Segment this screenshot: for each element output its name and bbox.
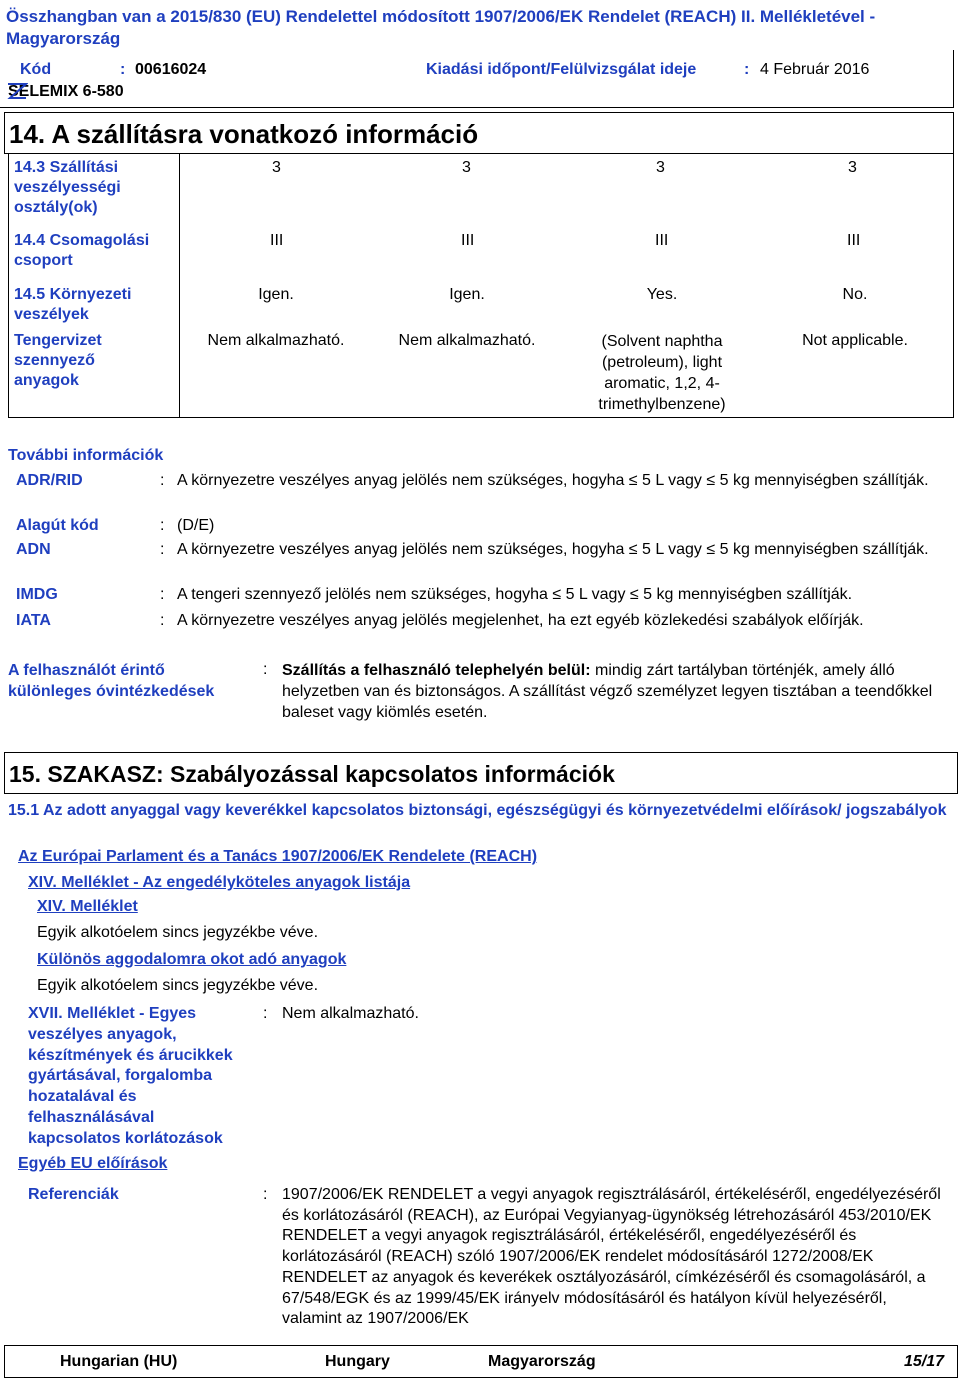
annex-14-list-link: XIV. Melléklet - Az engedélyköteles anyagok listája (28, 874, 411, 891)
row-label-marine-pollutant: Tengervizet szennyező anyagok (14, 332, 102, 389)
section-14-title-box (4, 112, 954, 154)
section-15-1-title: 15.1 Az adott anyaggal vagy keverékkel kapcsolatos biztonsági, egészségügyi és környezetvédelmi előírások/ jogszabályok (8, 802, 947, 819)
revision-mark-icon (6, 80, 28, 100)
table-cell: Nem alkalmazható. (398, 332, 536, 349)
annex-17-sep: : (263, 1005, 268, 1022)
table-cell: Not applicable. (802, 332, 908, 349)
annex-17-label: XVII. Melléklet - Egyes veszélyes anyagok, készítmények és árucikkek gyártásával, forgalomba hozatalával és felhasználásával kapcsolatos korlátozások (28, 1005, 233, 1147)
table-cell: 3 (272, 159, 281, 176)
references-text: 1907/2006/EK RENDELET a vegyi anyagok regisztrálásáról, értékeléséről, engedélyezéséről és korlátozásáról (REACH), az Európai Vegyianyag-ügynökség létrehozásáról 453/2010/EK RENDELET a vegyi anyagok regisztrálásáról, értékeléséről, engedélyezéséről és korlátozásáról (REACH) szóló 1907/2006/EK rendelet módosításáról 1272/2008/EK RENDELET az anyagok és keverékek osztályozásáról, címkézéséről és csomagolásáról, a 67/548/EGK és az 1999/45/EK irányelv módosításáról és hatályon kívül helyezéséről, valamint az 1907/2006/EK (282, 1186, 941, 1328)
table-cell: Igen. (258, 286, 294, 303)
header-right-border (953, 50, 954, 108)
table-cell: III (655, 232, 669, 249)
further-text-imdg: A tengeri szennyező jelölés nem szükséges, hogyha ≤ 5 L vagy ≤ 5 kg mennyiségben szállítják. (177, 586, 853, 603)
further-info-title: További információk (8, 447, 164, 464)
special-precautions-label: A felhasználót érintő különleges óvintézkedések (8, 662, 215, 700)
table-cell: Igen. (449, 286, 485, 303)
further-label-adn: ADN (16, 541, 51, 558)
further-sep: : (160, 517, 165, 534)
table-column-divider (179, 154, 180, 418)
section-14-title: 14. A szállításra vonatkozó információ (9, 119, 479, 149)
further-label-adr: ADR/RID (16, 472, 83, 489)
issue-date-label: Kiadási időpont/Felülvizsgálat ideje (426, 61, 697, 78)
footer-language: Hungarian (HU) (60, 1353, 178, 1370)
table-cell: (Solvent naphtha (petroleum), light aromatic, 1,2, 4-trimethylbenzene) (598, 333, 726, 413)
further-sep: : (160, 472, 165, 489)
footer-country-local: Magyarország (488, 1353, 596, 1370)
special-precautions-bold: Szállítás a felhasználó telephelyén belül: (282, 662, 591, 679)
code-value: 00616024 (135, 61, 207, 78)
other-eu-link: Egyéb EU előírások (18, 1155, 168, 1172)
row-label-hazard-class: 14.3 Szállítási veszélyességi osztály(ok) (14, 159, 121, 216)
further-label-tunnel: Alagút kód (16, 517, 99, 534)
table-cell: Yes. (646, 286, 678, 303)
row-label-env-hazards: 14.5 Környezeti veszélyek (14, 286, 132, 323)
code-label: Kód (20, 61, 52, 78)
further-text-iata: A környezetre veszélyes anyag jelölés megjelenhet, ha ezt egyéb közlekedési szabályok előírják. (177, 612, 864, 629)
table-cell: No. (842, 286, 868, 303)
special-precautions-text (282, 660, 947, 723)
table-cell: Nem alkalmazható. (207, 332, 345, 349)
product-name: SELEMIX 6-580 (8, 83, 124, 100)
footer-page-number: 15/17 (904, 1353, 945, 1370)
special-precautions-body: mindig zárt tartályban történjék, amely álló helyzetben van és biztonságos. A szállítást végző személyzet legyen tisztában a teendőkkel baleset vagy kiömlés esetén. (282, 662, 933, 721)
references-sep: : (263, 1186, 268, 1203)
further-sep: : (160, 541, 165, 558)
header-bottom-border (0, 107, 954, 108)
table-cell: 3 (656, 159, 665, 176)
further-text-adr: A környezetre veszélyes anyag jelölés nem szükséges, hogyha ≤ 5 L vagy ≤ 5 kg mennyiségben szállítják. (177, 472, 929, 489)
further-label-imdg: IMDG (16, 586, 58, 603)
code-separator: : (120, 61, 126, 78)
section-15-title: 15. SZAKASZ: Szabályozással kapcsolatos információk (9, 761, 615, 787)
annex-14-text: Egyik alkotóelem sincs jegyzékbe véve. (37, 924, 319, 941)
issue-date-value: 4 Február 2016 (760, 61, 870, 78)
further-text-adn: A környezetre veszélyes anyag jelölés nem szükséges, hogyha ≤ 5 L vagy ≤ 5 kg mennyiségben szállítják. (177, 541, 929, 558)
further-sep: : (160, 586, 165, 603)
document-title: Összhangban van a 2015/830 (EU) Rendelettel módosított 1907/2006/EK Rendelet (REACH) II. Mellékletével - Magyarország (6, 7, 876, 48)
table-cell: III (461, 232, 475, 249)
table-cell: III (270, 232, 284, 249)
eu-reach-link: Az Európai Parlament és a Tanács 1907/2006/EK Rendelete (REACH) (18, 848, 538, 865)
annex-14-link: XIV. Melléklet (37, 898, 138, 915)
annex-17-value: Nem alkalmazható. (282, 1005, 419, 1022)
further-label-iata: IATA (16, 612, 51, 629)
row-label-packing-group: 14.4 Csomagolási csoport (14, 232, 150, 269)
table-cell: III (847, 232, 861, 249)
special-precautions-sep: : (263, 661, 268, 678)
table-cell: 3 (848, 159, 857, 176)
svhc-link: Különös aggodalomra okot adó anyagok (37, 951, 347, 968)
svhc-text: Egyik alkotóelem sincs jegyzékbe véve. (37, 977, 319, 994)
further-sep: : (160, 612, 165, 629)
section-15-title-box (4, 752, 958, 794)
footer-country: Hungary (325, 1353, 390, 1370)
table-cell: 3 (462, 159, 471, 176)
references-label: Referenciák (28, 1186, 119, 1203)
issue-date-separator: : (744, 61, 750, 78)
further-text-tunnel: (D/E) (177, 517, 215, 534)
